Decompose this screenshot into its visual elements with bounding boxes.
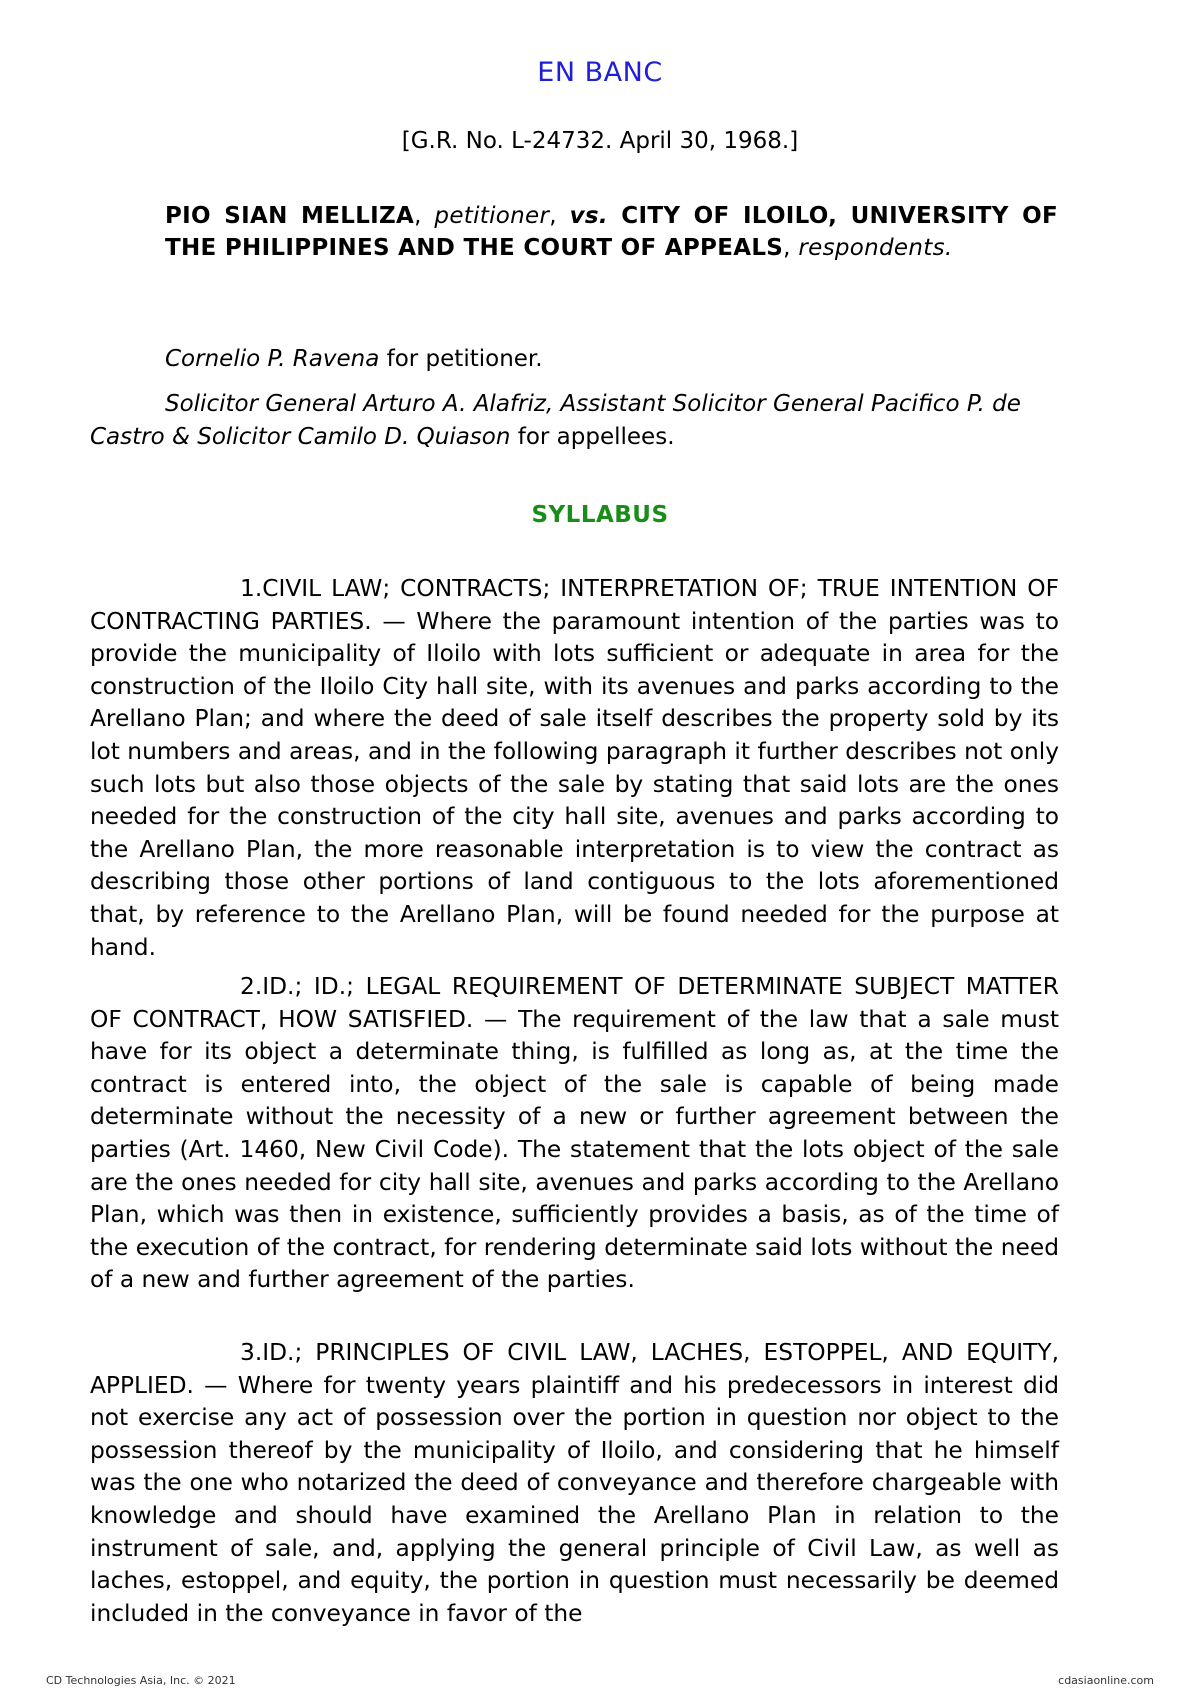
footer-website: cdasiaonline.com [1058,1674,1154,1687]
title-separator: , [414,203,435,229]
versus-label: vs. [569,203,608,229]
petitioner-role: petitioner [434,203,550,229]
court-division-heading: EN BANC [537,57,663,88]
footer-copyright: CD Technologies Asia, Inc. © 2021 [46,1674,236,1687]
syllabus-item-number: 2. [240,973,263,1000]
appellee-counsel-line [90,388,1058,454]
title-separator: , [783,235,799,261]
syllabus-heading: SYLLABUS [531,502,669,528]
syllabus-item [90,971,1059,1297]
case-title [165,200,1058,264]
syllabus-item-text: ID.; ID.; LEGAL REQUIREMENT OF DETERMINATE SUBJECT MATTER OF CONTRACT, HOW SATISFIED. — The requirement of the law that a sale must have for its object a determinate thing, is fulfilled as long as, at the time the contract is entered into, the object of the sale is capable of being made determinate without the necessity of a new or further agreement between the parties (Art. 1460, New Civil Code). The statement that the lots object of the sale are the ones needed for city hall site, avenues and parks according to the Arellano Plan, which was then in existence, sufficiently provides a basis, as of the time of the execution of the contract, for rendering determinate said lots without the need of a new and further agreement of the parties. [90,973,1059,1294]
syllabus-item-text: CIVIL LAW; CONTRACTS; INTERPRETATION OF; TRUE INTENTION OF CONTRACTING PARTIES. — Where the paramount intention of the parties was to provide the municipality of Iloilo with lots sufficient or adequate in area for the construction of the Iloilo City hall site, with its avenues and parks according to the Arellano Plan; and where the deed of sale itself describes the property sold by its lot numbers and areas, and in the following paragraph it further describes not only such lots but also those objects of the sale by stating that said lots are the ones needed for the construction of the city hall site, avenues and parks according to the Arellano Plan, the more reasonable interpretation is to view the contract as describing those other portions of land contiguous to the lots aforementioned that, by reference to the Arellano Plan, will be found needed for the purpose at hand. [90,575,1059,961]
petitioner-counsel-name: Cornelio P. Ravena [165,346,380,372]
petitioner-name: PIO SIAN MELLIZA [165,203,415,229]
syllabus-item-number: 1. [240,575,263,602]
syllabus-item [90,573,1059,964]
case-number: [G.R. No. L-24732. April 30, 1968.] [401,128,799,154]
appellee-counsel-suffix: for appellees. [510,424,675,450]
syllabus-item [90,1337,1059,1630]
respondents-role: respondents. [798,235,953,261]
respondents-names: CITY OF ILOILO, UNIVERSITY OF THE PHILIPPINES AND THE COURT OF APPEALS [165,203,1059,261]
title-separator: , [549,203,570,229]
petitioner-counsel-line [90,343,1058,376]
syllabus-item-number: 3. [240,1339,263,1366]
petitioner-counsel-suffix: for petitioner. [379,346,543,372]
syllabus-item-text: ID.; PRINCIPLES OF CIVIL LAW, LACHES, ESTOPPEL, AND EQUITY, APPLIED. — Where for twenty years plaintiff and his predecessors in interest did not exercise any act of possession over the portion in question nor object to the possession thereof by the municipality of Iloilo, and considering that he himself was the one who notarized the deed of conveyance and therefore chargeable with knowledge and should have examined the Arellano Plan in relation to the instrument of sale, and, applying the general principle of Civil Law, as well as laches, estoppel, and equity, the portion in question must necessarily be deemed included in the conveyance in favor of the [90,1339,1059,1627]
appellee-counsel-names: Solicitor General Arturo A. Alafriz, Assistant Solicitor General Pacifico P. de Castro & Solicitor Camilo D. Quiason [90,391,1021,450]
